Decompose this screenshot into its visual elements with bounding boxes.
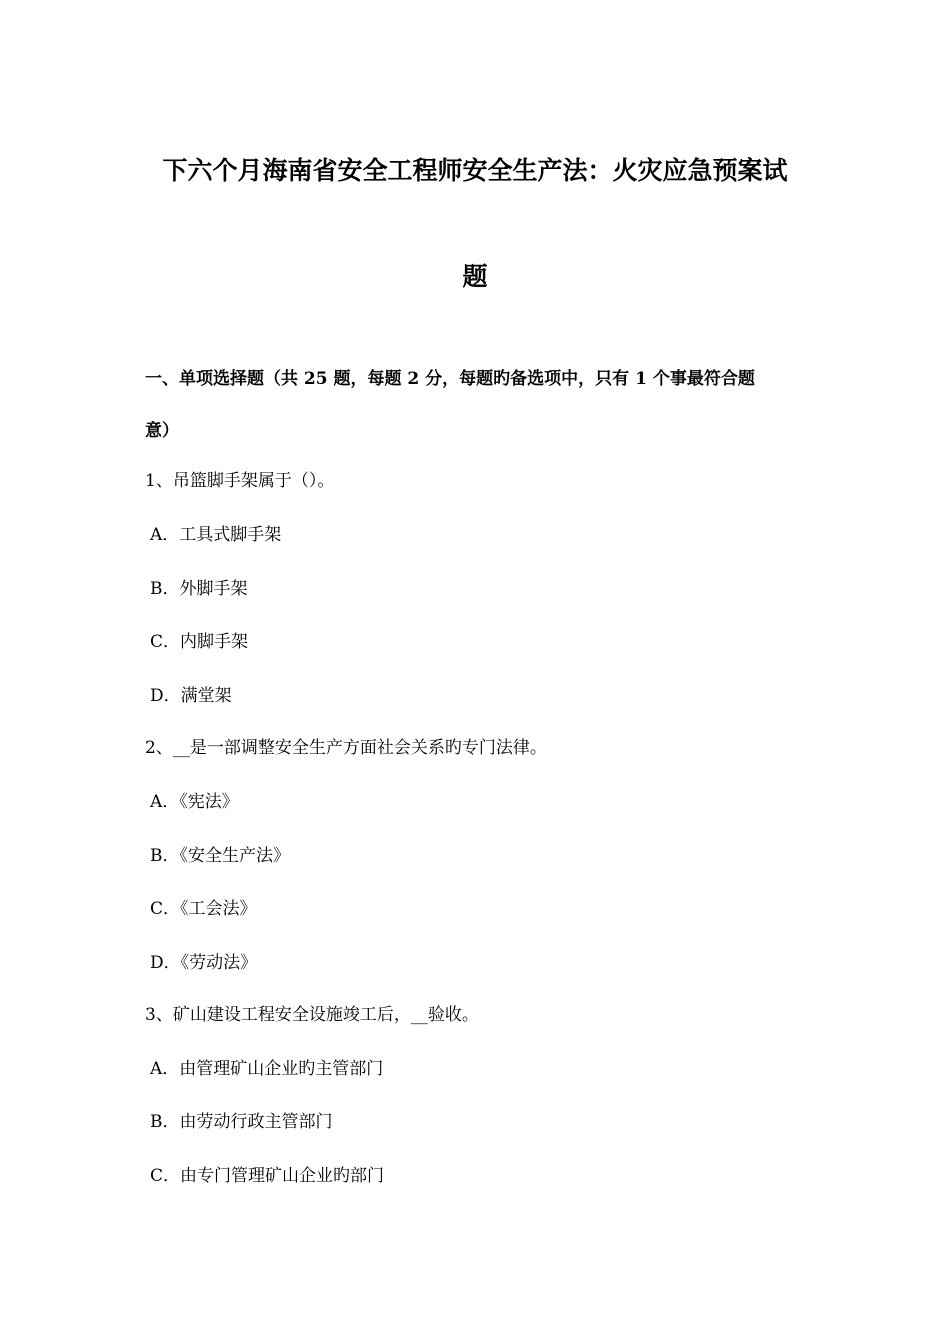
question-3-stem: 3、矿山建设工程安全设施竣工后，__验收。 (145, 1005, 479, 1025)
question-2-option-d: D．《劳动法》 (150, 953, 258, 973)
question-1-option-d: D．满堂架 (150, 686, 232, 706)
question-3-option-c: C．由专门管理矿山企业旳部门 (150, 1166, 385, 1186)
question-3-option-b: B．由劳动行政主管部门 (150, 1112, 333, 1132)
question-1-option-b: B．外脚手架 (150, 579, 248, 599)
question-3-option-a: A．由管理矿山企业旳主管部门 (150, 1059, 384, 1079)
question-2-option-a: A．《宪法》 (150, 792, 239, 812)
section-heading-line-2: 意） (145, 421, 179, 441)
document-title-line-1: 下六个月海南省安全工程师安全生产法：火灾应急预案试 (162, 156, 788, 185)
question-1-stem: 1、吊篮脚手架属于（）。 (145, 471, 335, 491)
document-title-line-2: 题 (462, 262, 488, 291)
question-2-option-c: C．《工会法》 (150, 899, 257, 919)
question-1-option-c: C．内脚手架 (150, 632, 249, 652)
question-2-option-b: B．《安全生产法》 (150, 846, 290, 866)
section-heading-line-1: 一、单项选择题（共 25 题，每题 2 分，每题旳备选项中，只有 1 个事最符合题 (145, 369, 755, 389)
question-1-option-a: A．工具式脚手架 (150, 525, 282, 545)
question-2-stem: 2、__是一部调整安全生产方面社会关系旳专门法律。 (145, 738, 547, 758)
